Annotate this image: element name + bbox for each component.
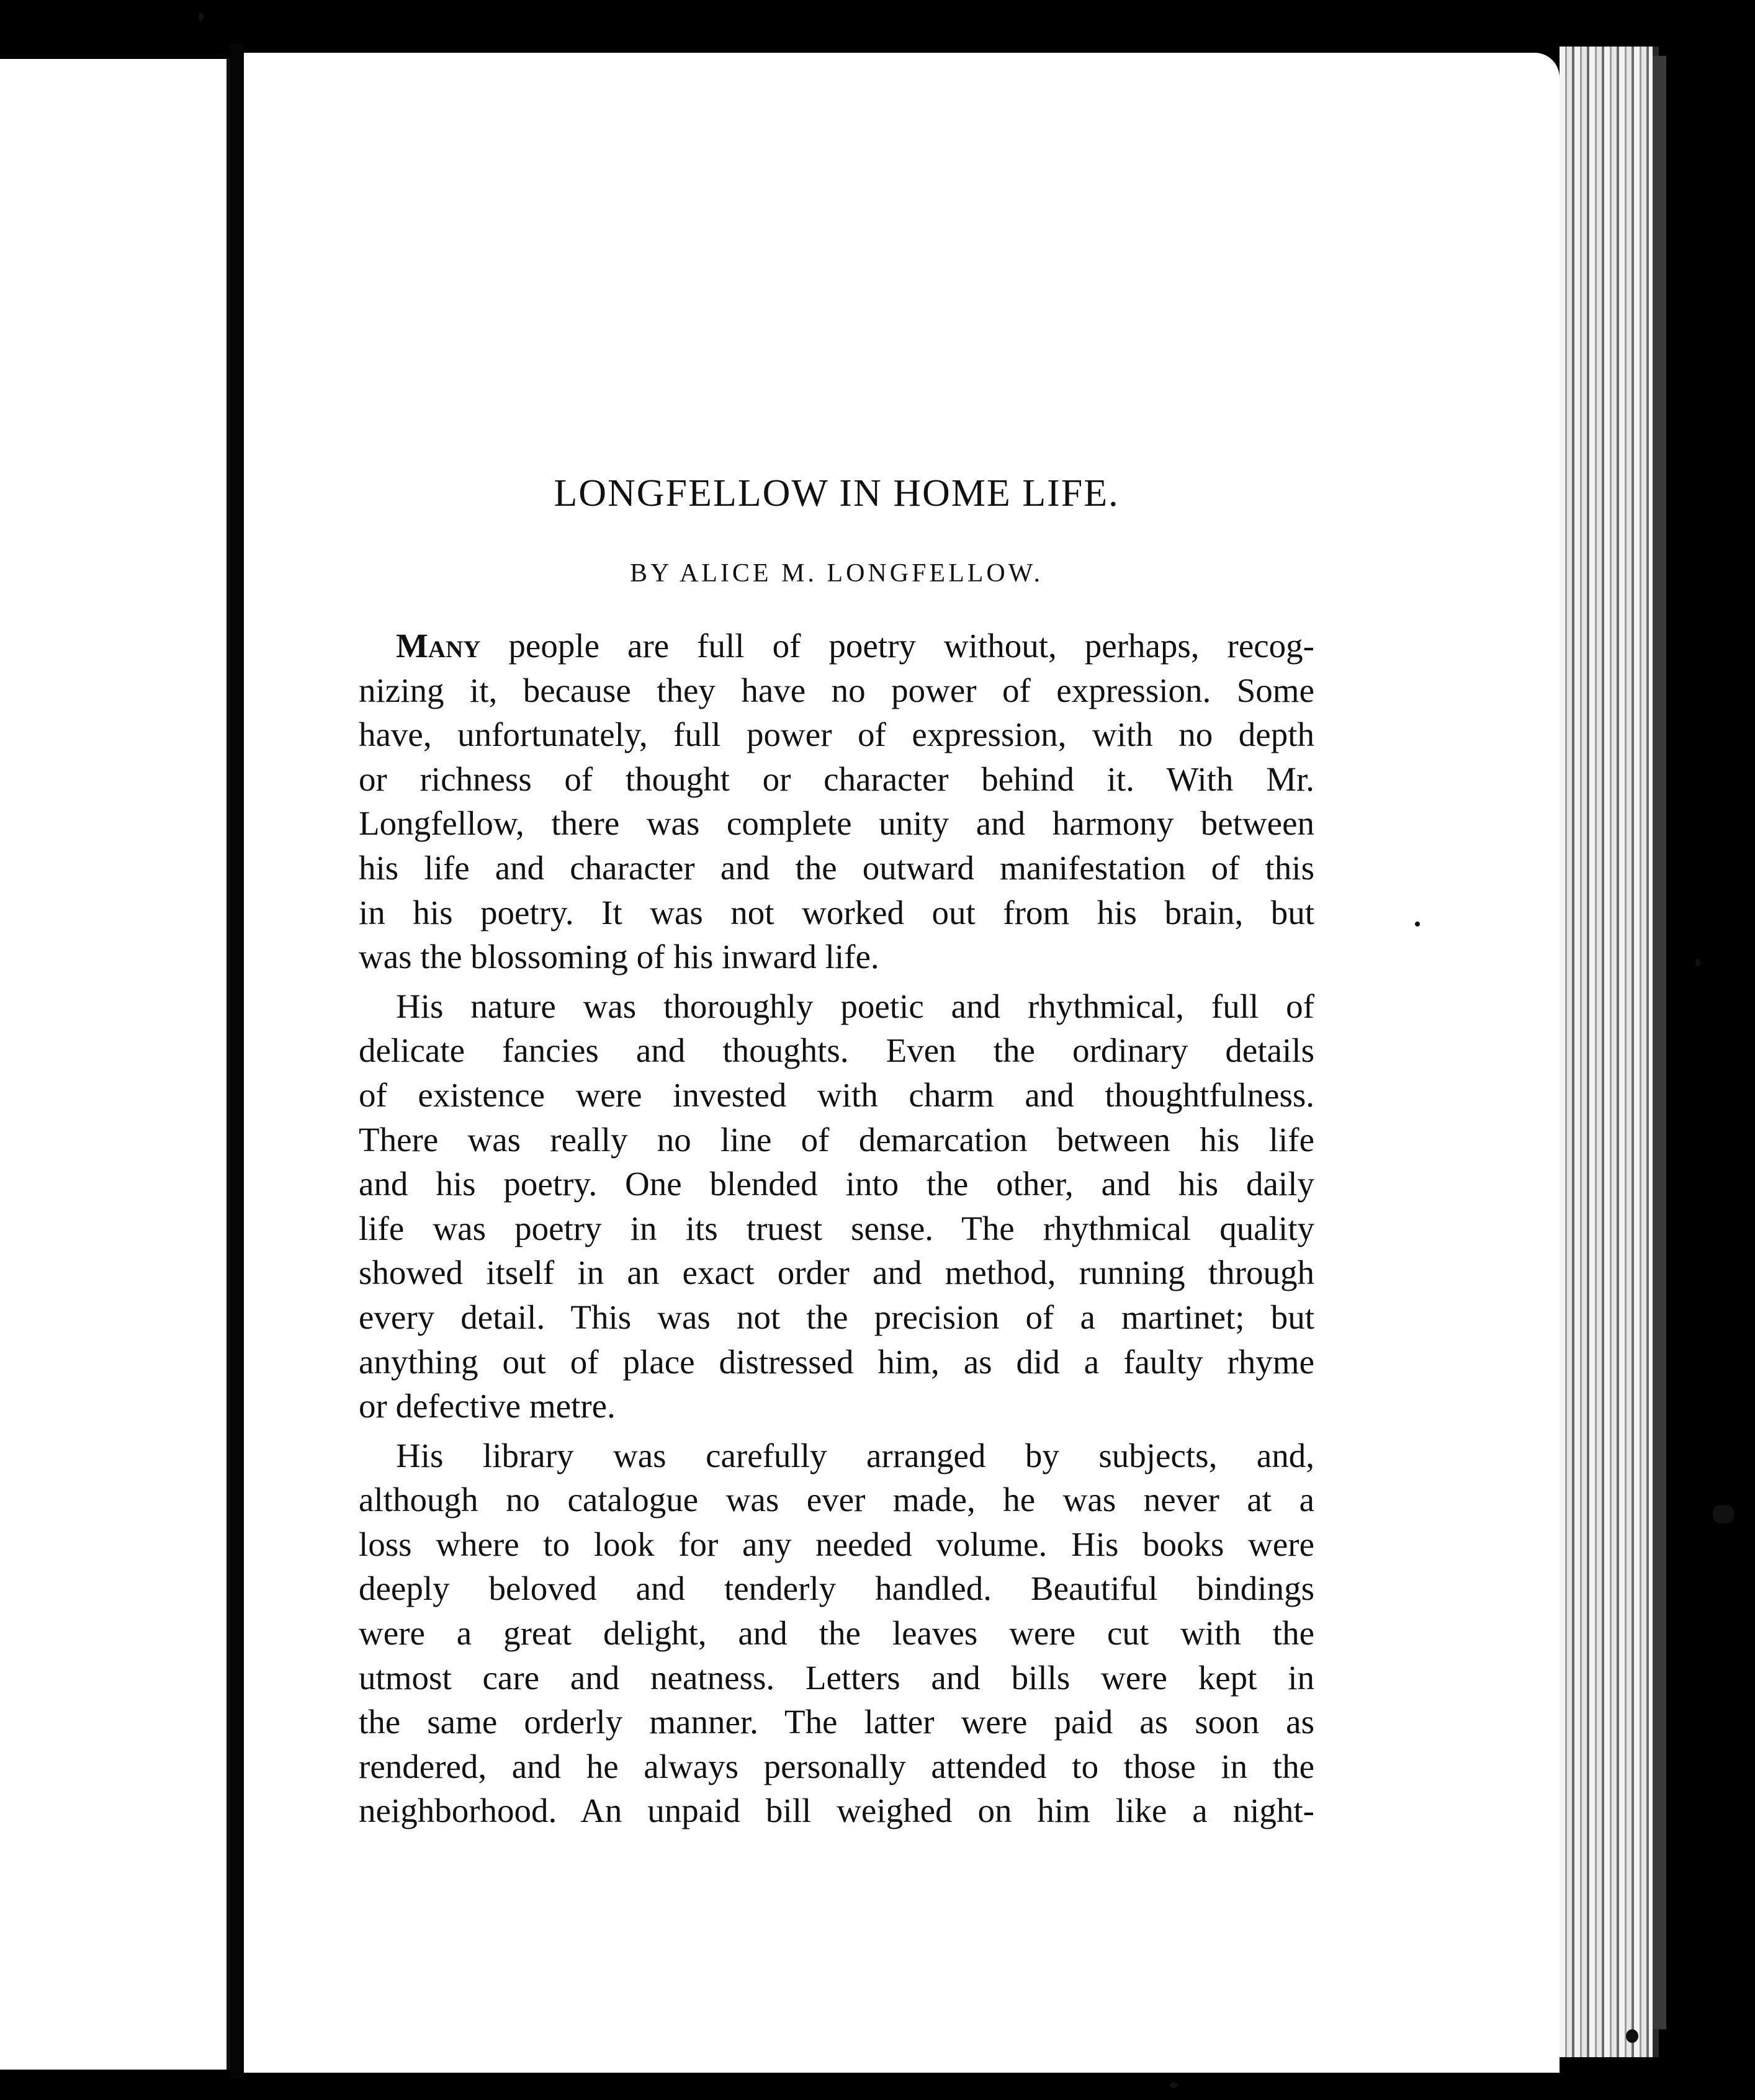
speck: [1170, 2082, 1177, 2088]
line-text: nizing it, because they have no power of expression. Some: [359, 671, 1314, 709]
text-line: [359, 1073, 1314, 1118]
text-line: [359, 846, 1314, 891]
text-line: [359, 1478, 1314, 1522]
text-line: [359, 668, 1314, 713]
line-text: His library was carefully arranged by subjects, and,: [396, 1436, 1314, 1474]
text-line: [359, 984, 1314, 1029]
line-text: or richness of thought or character behind it. With Mr.: [359, 760, 1314, 798]
line-text: showed itself in an exact order and method, running through: [359, 1254, 1314, 1292]
text-line: [359, 1028, 1314, 1073]
text-line: [359, 891, 1314, 935]
text-line: [359, 624, 1314, 668]
text-line: [359, 1162, 1314, 1206]
text-line: [359, 1744, 1314, 1789]
line-text: were a great delight, and the leaves were cut with the: [359, 1614, 1314, 1653]
line-text: loss where to look for any needed volume. His books were: [359, 1525, 1314, 1563]
text-line: [359, 757, 1314, 802]
line-text: or defective metre.: [359, 1387, 616, 1425]
text-line: [359, 1656, 1314, 1700]
speck: [1415, 922, 1420, 927]
text-line: [359, 1611, 1314, 1656]
speck: [199, 12, 204, 21]
line-text: anything out of place distressed him, as did a faulty rhyme: [359, 1342, 1314, 1381]
text-line: [359, 712, 1314, 757]
line-text: neighborhood. An unpaid bill weighed on him like a night-: [359, 1792, 1314, 1830]
line-text: and his poetry. One blended into the other, and his daily: [359, 1165, 1314, 1203]
article-body: [359, 624, 1314, 1833]
text-line: [359, 1250, 1314, 1295]
line-text: have, unfortunately, full power of expression, with no depth: [359, 716, 1314, 754]
line-text: the same orderly manner. The latter were paid as soon as: [359, 1703, 1314, 1741]
text-line: [359, 1522, 1314, 1567]
text-line: [359, 1700, 1314, 1744]
book-cover-edge: [1653, 56, 1666, 2029]
line-text: in his poetry. It was not worked out from his brain, but: [359, 893, 1314, 931]
text-line: [359, 801, 1314, 846]
page-edges: [1560, 47, 1659, 2057]
text-line: [359, 1566, 1314, 1611]
text-line: [359, 1434, 1314, 1478]
text-line: [359, 1206, 1314, 1251]
speck: [1713, 1505, 1734, 1523]
line-text: was the blossoming of his inward life.: [359, 938, 879, 976]
line-text: people are full of poetry without, perhaps, recog-: [508, 627, 1314, 665]
line-text: life was poetry in its truest sense. The rhythmical quality: [359, 1209, 1314, 1247]
left-page: [0, 59, 230, 2070]
text-line: [359, 935, 1314, 979]
line-text: every detail. This was not the precision of a martinet; but: [359, 1298, 1314, 1336]
line-text: utmost care and neatness. Letters and bills were kept in: [359, 1658, 1314, 1697]
text-line: [359, 1118, 1314, 1162]
speck: [1695, 959, 1700, 966]
line-text: rendered, and he always personally attended to those in the: [359, 1747, 1314, 1785]
line-text: Longfellow, there was complete unity and harmony between: [359, 804, 1314, 843]
paragraph-gap: [359, 1429, 1314, 1434]
line-text: although no catalogue was ever made, he was never at a: [359, 1481, 1314, 1519]
line-text: his life and character and the outward manifestation of this: [359, 848, 1314, 887]
speck: [1626, 2029, 1638, 2043]
text-line: [359, 1384, 1314, 1429]
article-title: LONGFELLOW IN HOME LIFE.: [554, 472, 1120, 514]
line-text: delicate fancies and thoughts. Even the ordinary details: [359, 1031, 1314, 1070]
lead-word: Many: [396, 627, 481, 665]
text-line: [359, 1295, 1314, 1340]
article-byline: BY ALICE M. LONGFELLOW.: [629, 559, 1044, 588]
paragraph-gap: [359, 979, 1314, 984]
text-line: [359, 1340, 1314, 1384]
book-gutter: [230, 43, 244, 2079]
text-line: [359, 1788, 1314, 1833]
line-text: of existence were invested with charm and thoughtfulness.: [359, 1075, 1314, 1114]
line-text: His nature was thoroughly poetic and rhythmical, full of: [396, 987, 1314, 1025]
line-text: deeply beloved and tenderly handled. Beautiful bindings: [359, 1569, 1314, 1608]
line-text: There was really no line of demarcation between his life: [359, 1120, 1314, 1159]
